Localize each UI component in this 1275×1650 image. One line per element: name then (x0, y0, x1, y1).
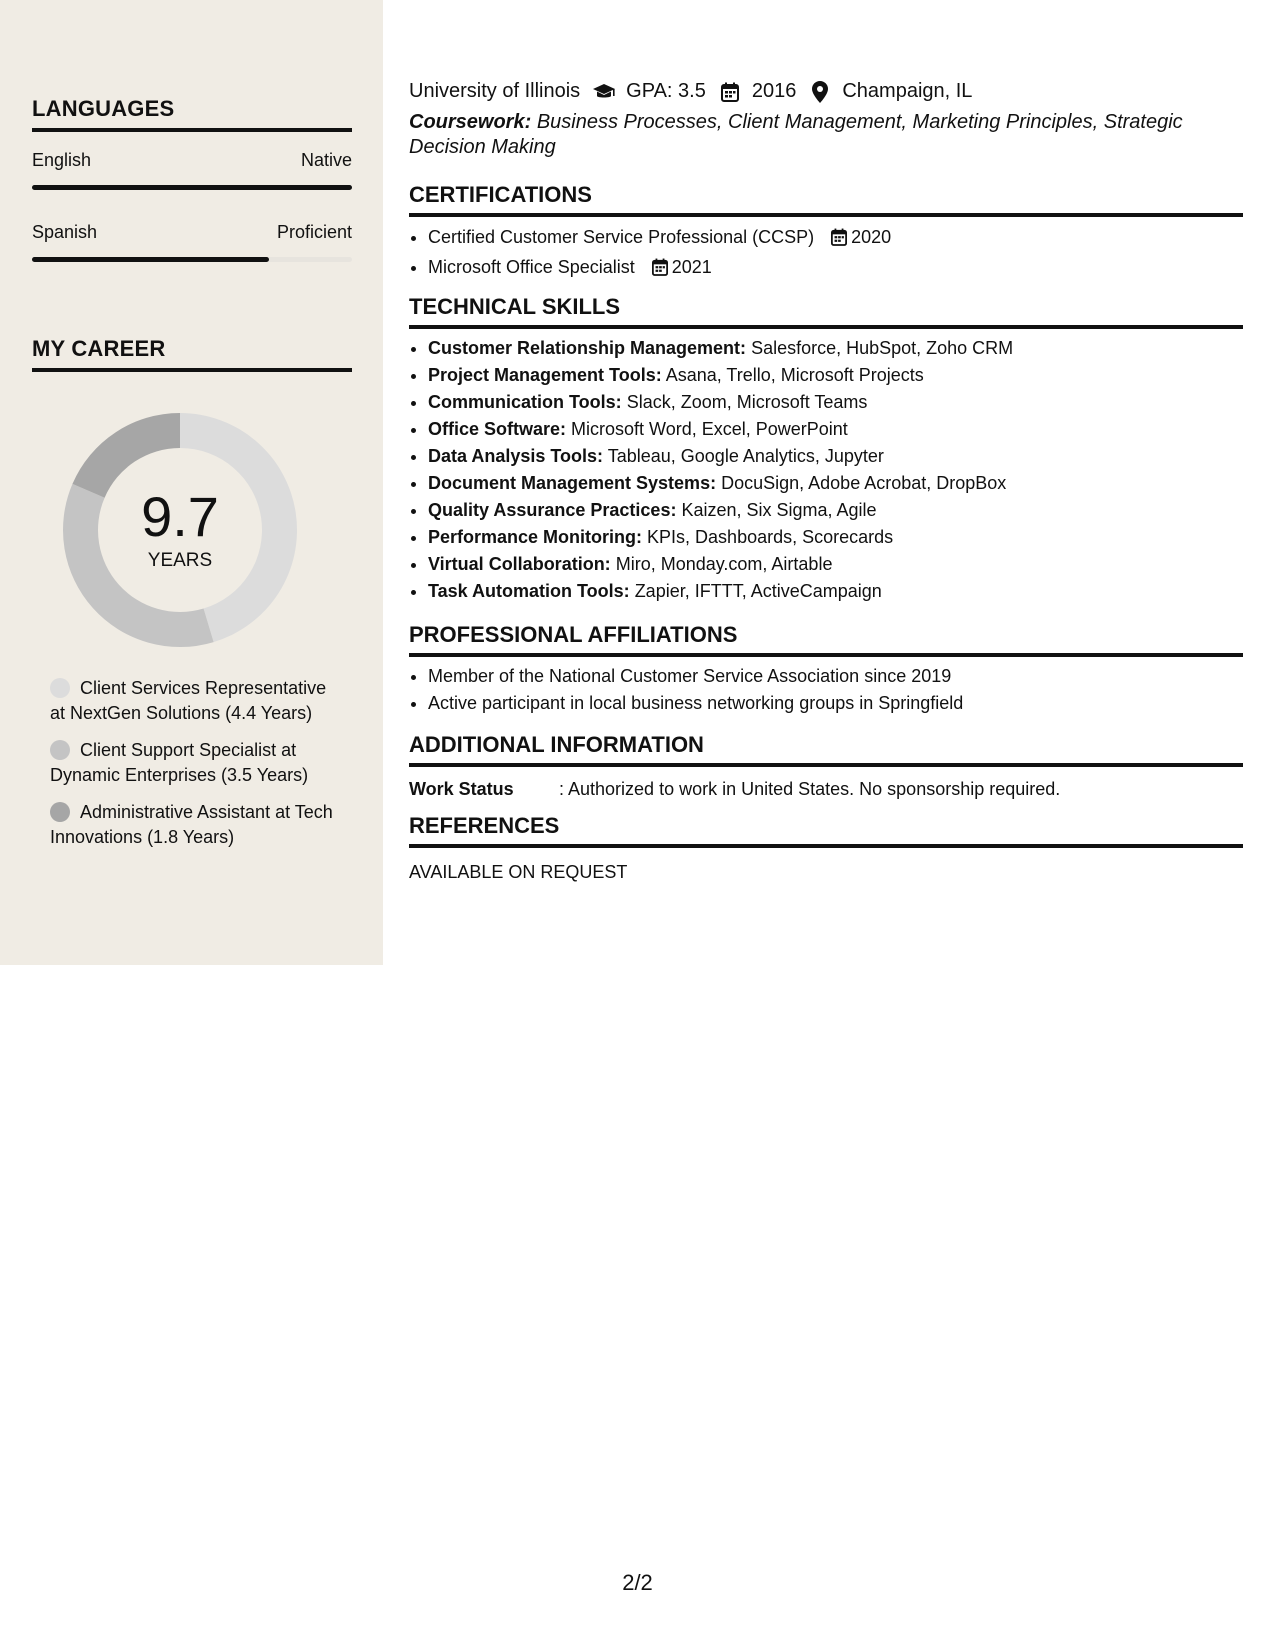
career-role-label: Client Support Specialist at Dynamic Enterprises (3.5 Years) (50, 740, 309, 785)
work-status-row (409, 779, 1243, 800)
certification-item (428, 254, 1243, 284)
language-level: Proficient (276, 222, 352, 242)
skill-label: Performance Monitoring: (428, 527, 643, 547)
location-pin-icon (808, 81, 832, 103)
skill-value: Asana, Trello, Microsoft Projects (665, 365, 924, 385)
career-donut-chart (62, 412, 298, 648)
skill-label: Project Management Tools: (428, 365, 662, 385)
career-legend-item (50, 800, 340, 850)
technical-skills-heading: TECHNICAL SKILLS (409, 294, 1243, 329)
skill-label: Communication Tools: (428, 392, 622, 412)
skill-value: Slack, Zoom, Microsoft Teams (626, 392, 868, 412)
work-status-value: : Authorized to work in United States. No sponsorship required. (559, 779, 1061, 799)
career-role-label: Administrative Assistant at Tech Innovations (1.8 Years) (50, 802, 333, 847)
education-line (409, 80, 972, 103)
skill-value: Kaizen, Six Sigma, Agile (681, 500, 877, 520)
skill-item (428, 497, 1243, 524)
affiliations-section (409, 622, 1243, 717)
references-text: AVAILABLE ON REQUEST (409, 862, 628, 882)
education-coursework (409, 110, 1229, 160)
skill-value: Tableau, Google Analytics, Jupyter (607, 446, 884, 466)
coursework-text: Business Processes, Client Management, Marketing Principles, Strategic Decision Making (409, 111, 1183, 158)
coursework-label: Coursework: (409, 111, 532, 133)
language-item (32, 150, 352, 190)
education-school: University of Illinois (409, 80, 581, 102)
additional-information-section (409, 732, 1243, 800)
career-legend (50, 676, 340, 862)
additional-information-heading: ADDITIONAL INFORMATION (409, 732, 1243, 767)
skill-value: Miro, Monday.com, Airtable (615, 554, 833, 574)
references-section (409, 813, 1243, 883)
skill-value: KPIs, Dashboards, Scorecards (647, 527, 894, 547)
language-name: Spanish (32, 222, 98, 242)
certification-year: 2020 (851, 227, 892, 247)
affiliations-heading: PROFESSIONAL AFFILIATIONS (409, 622, 1243, 657)
calendar-icon (831, 227, 847, 254)
technical-skills-section (409, 294, 1243, 605)
skill-label: Quality Assurance Practices: (428, 500, 677, 520)
calendar-icon (718, 81, 742, 103)
skill-label: Data Analysis Tools: (428, 446, 604, 466)
certification-name: Certified Customer Service Professional (CCSP) (428, 227, 815, 247)
graduation-cap-icon (592, 81, 616, 103)
work-status-key: Work Status (409, 779, 514, 799)
language-name: English (32, 150, 92, 170)
skill-label: Document Management Systems: (428, 473, 717, 493)
skill-label: Virtual Collaboration: (428, 554, 611, 574)
skill-item (428, 362, 1243, 389)
career-role-label: Client Services Representative at NextGen Solutions (4.4 Years) (50, 678, 327, 723)
skill-item (428, 335, 1243, 362)
career-total-years: 9.7 (141, 485, 219, 548)
skill-item (428, 389, 1243, 416)
references-heading: REFERENCES (409, 813, 1243, 848)
career-heading: MY CAREER (32, 336, 352, 372)
certification-name: Microsoft Office Specialist (428, 257, 635, 277)
page-number: 2/2 (622, 1570, 653, 1595)
career-legend-item (50, 738, 340, 788)
skill-value: DocuSign, Adobe Acrobat, DropBox (721, 473, 1007, 493)
career-legend-item (50, 676, 340, 726)
education-location: Champaign, IL (842, 80, 973, 102)
skill-item (428, 578, 1243, 605)
skill-item (428, 524, 1243, 551)
skill-value: Salesforce, HubSpot, Zoho CRM (751, 338, 1014, 358)
certification-item (428, 224, 1243, 254)
skill-value: Microsoft Word, Excel, PowerPoint (571, 419, 848, 439)
affiliation-item: • Member of the National Customer Service Association since 2019 (428, 663, 1243, 690)
skill-item (428, 551, 1243, 578)
language-proficiency-fill (32, 257, 269, 262)
skill-label: Task Automation Tools: (428, 581, 630, 601)
languages-heading: LANGUAGES (32, 96, 352, 132)
calendar-icon (652, 257, 668, 284)
education-year: 2016 (751, 80, 797, 102)
language-proficiency-fill (32, 185, 352, 190)
certifications-section (409, 182, 1243, 284)
certifications-heading: CERTIFICATIONS (409, 182, 1243, 217)
education-gpa: GPA: 3.5 (626, 80, 706, 102)
career-section (32, 336, 352, 372)
languages-section (32, 96, 352, 262)
skill-label: Office Software: (428, 419, 567, 439)
skill-value: Zapier, IFTTT, ActiveCampaign (634, 581, 882, 601)
language-proficiency-bar (32, 185, 352, 190)
language-item (32, 222, 352, 262)
skill-label: Customer Relationship Management: (428, 338, 747, 358)
legend-dot (50, 678, 70, 698)
skill-item (428, 416, 1243, 443)
skill-item (428, 470, 1243, 497)
career-years-unit: YEARS (147, 550, 213, 571)
affiliation-item: • Active participant in local business networking groups in Springfield (428, 690, 1243, 717)
legend-dot (50, 740, 70, 760)
certification-year: 2021 (671, 257, 712, 277)
language-proficiency-bar (32, 257, 352, 262)
legend-dot (50, 802, 70, 822)
sidebar (0, 0, 383, 965)
skill-item (428, 443, 1243, 470)
language-level: Native (300, 150, 352, 170)
